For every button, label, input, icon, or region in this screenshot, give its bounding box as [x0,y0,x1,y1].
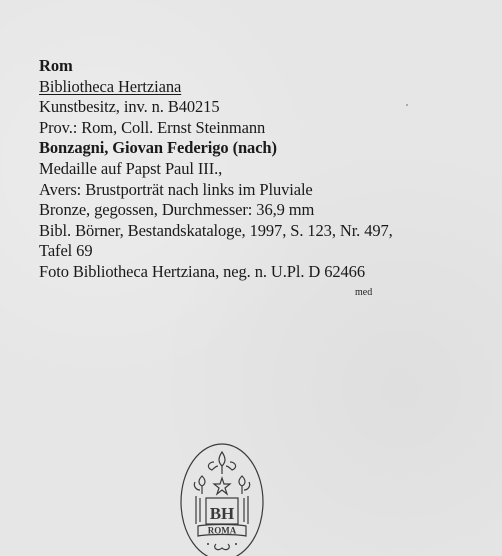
object-description: Medaille auf Papst Paul III., [39,158,223,178]
provenance: Prov.: Rom, Coll. Ernst Steinmann [39,117,266,137]
category-code: med [355,287,373,298]
paper-speck [406,104,408,106]
artist-name: Bonzagni, Giovan Federigo (nach) [39,138,277,158]
bibliotheca-hertziana-seal-icon [178,440,266,556]
catalog-card-text [39,56,459,283]
inventory-number: Kunstbesitz, inv. n. B40215 [39,97,220,117]
seal-city: ROMA [207,525,237,536]
material-dimensions: Bronze, gegossen, Durchmesser: 36,9 mm [39,200,315,220]
obverse-description: Avers: Brustporträt nach links im Pluviale [39,179,313,199]
institution-name: Bibliotheca Hertziana [39,76,182,96]
seal-initials: BH [209,504,235,523]
photo-credit: Foto Bibliotheca Hertziana, neg. n. U.Pl. D 62466 [39,261,365,281]
bibliography: Bibl. Börner, Bestandskataloge, 1997, S. 123, Nr. 497, Tafel 69 [39,220,393,261]
card-title: Rom [39,56,73,75]
